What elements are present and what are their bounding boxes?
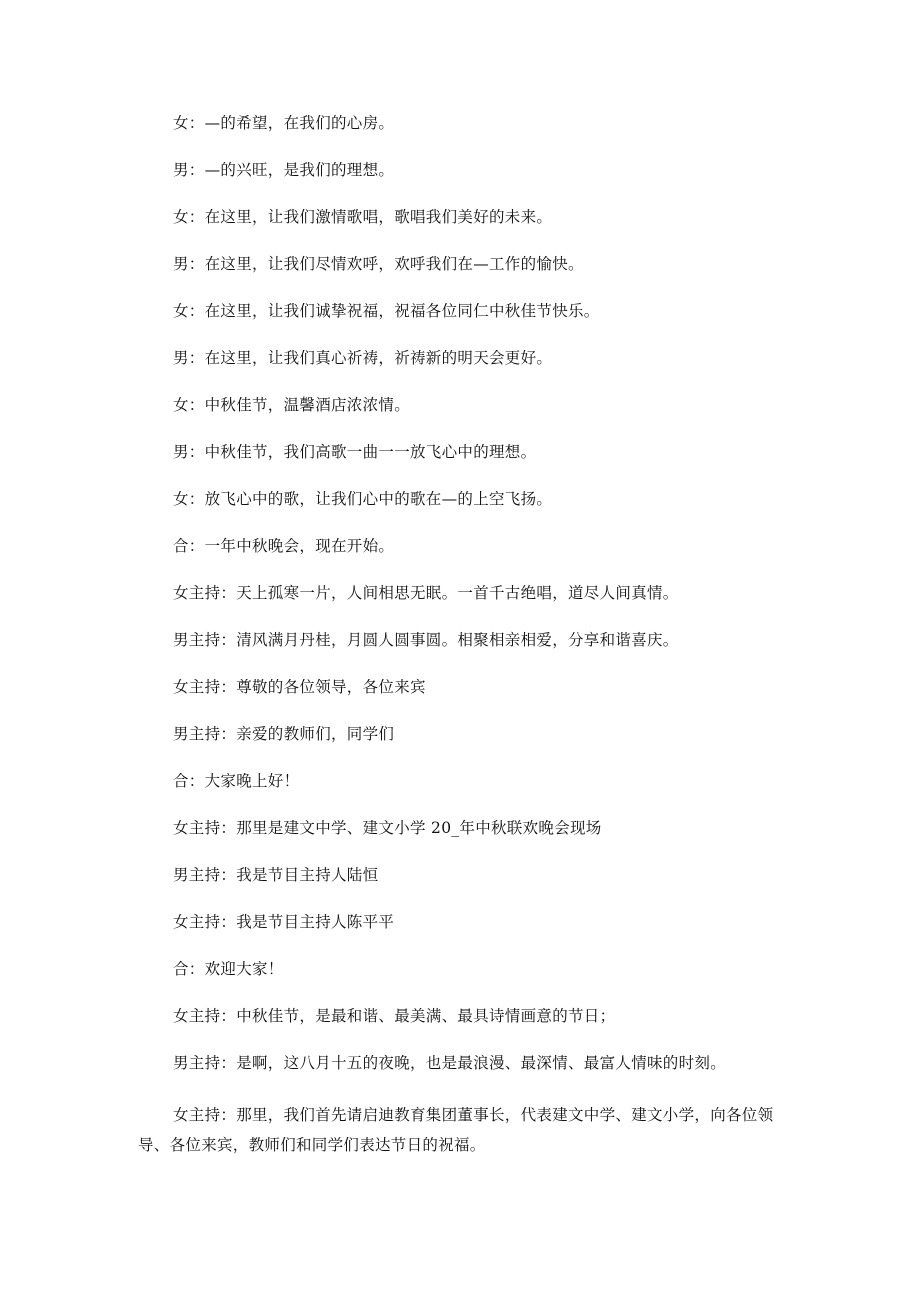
script-line: 男主持：亲爱的教师们，同学们 [173, 725, 395, 743]
script-line: 女主持：中秋佳节，是最和谐、最美满、最具诗情画意的节日； [173, 1007, 616, 1025]
script-line: 女主持：那里是建文中学、建文小学 20_年中秋联欢晚会现场 [173, 819, 602, 837]
script-line: 女：中秋佳节，温馨酒店浓浓情。 [173, 396, 411, 414]
script-line: 男主持：我是节目主持人陆恒 [173, 866, 379, 884]
script-line: 男：中秋佳节，我们高歌一曲一一放飞心中的理想。 [173, 443, 537, 461]
script-lines [138, 108, 788, 1095]
script-line: 男：在这里，让我们真心祈祷，祈祷新的明天会更好。 [173, 349, 553, 367]
script-line: 合：大家晚上好！ [173, 772, 300, 790]
script-line: 女：在这里，让我们诚挚祝福，祝福各位同仁中秋佳节快乐。 [173, 302, 600, 320]
script-line: 合：欢迎大家！ [173, 960, 284, 978]
script-line: 女主持：我是节目主持人陈平平 [173, 913, 395, 931]
script-line: 女主持：尊敬的各位领导，各位来宾 [173, 678, 426, 696]
script-line: 女：在这里，让我们激情歌唱，歌唱我们美好的未来。 [173, 208, 553, 226]
script-line: 男主持：清风满月丹桂，月圆人圆事圆。相聚相亲相爱，分享和谐喜庆。 [173, 631, 679, 649]
script-line: 男：在这里，让我们尽情欢呼，欢呼我们在—工作的愉快。 [173, 255, 584, 273]
final-paragraph: 女主持：那里，我们首先请启迪教育集团董事长，代表建文中学、建文小学，向各位领导、各位来宾，教师们和同学们表达节日的祝福。 [138, 1106, 774, 1154]
script-line: 女主持：天上孤寒一片，人间相思无眠。一首千古绝唱，道尽人间真情。 [173, 584, 679, 602]
script-line: 男：—的兴旺，是我们的理想。 [173, 161, 395, 179]
script-line: 男主持：是啊，这八月十五的夜晚，也是最浪漫、最深情、最富人情味的时刻。 [173, 1054, 727, 1072]
script-line: 合：一年中秋晚会，现在开始。 [173, 537, 395, 555]
script-line: 女：—的希望，在我们的心房。 [173, 114, 395, 132]
script-line: 女：放飞心中的歌，让我们心中的歌在—的上空飞扬。 [173, 490, 553, 508]
